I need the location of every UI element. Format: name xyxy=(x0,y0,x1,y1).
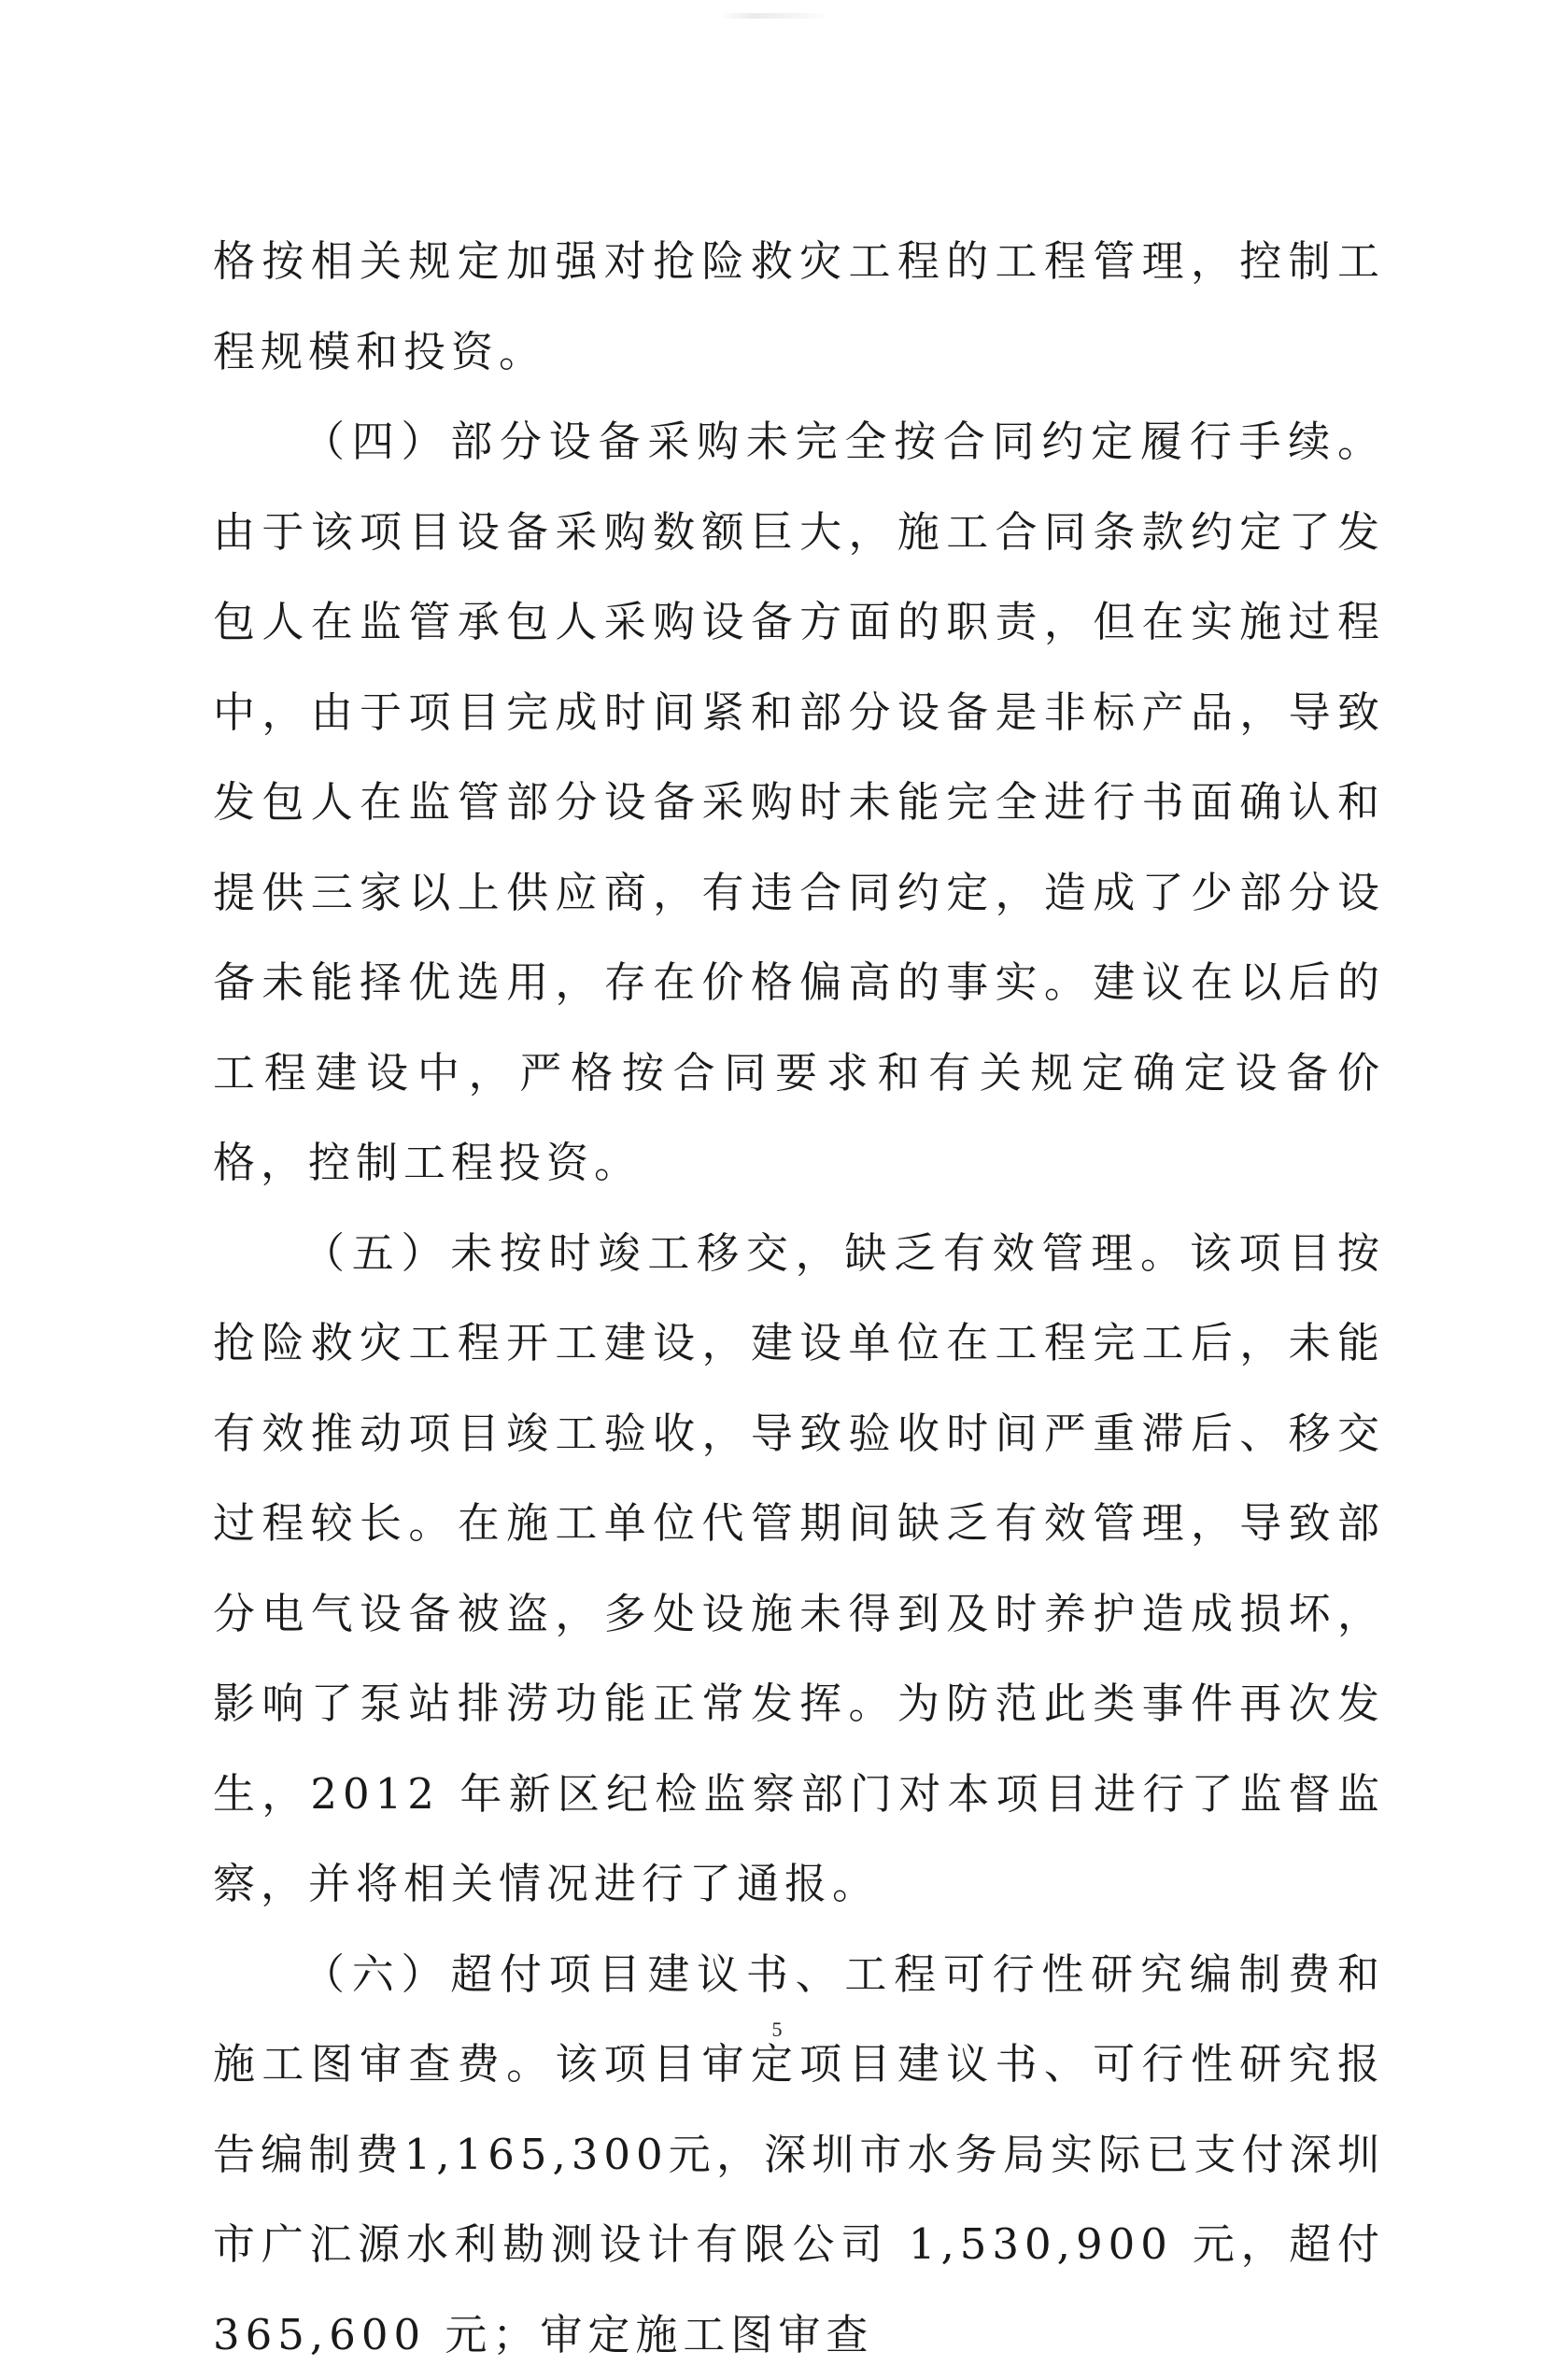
paragraph-late-handover: （五）未按时竣工移交，缺乏有效管理。该项目按抢险救灾工程开工建设，建设单位在工程完工后，未能有效推动项目竣工验收，导致验收时间严重滞后、移交过程较长。在施工单位代管期间缺乏有效管理，导致部分电气设备被盗，多处设施未得到及时养护造成损坏，影响了泵站排涝功能正常发挥。为防范此类事件再次发生，2012 年新区纪检监察部门对本项目进行了监督监察，并将相关情况进行了通报。 xyxy=(213,1209,1385,1930)
page-number: 5 xyxy=(0,2018,1554,2042)
paragraph-continuation: 格按相关规定加强对抢险救灾工程的工程管理，控制工程规模和投资。 xyxy=(213,217,1385,397)
scan-artifact xyxy=(719,13,831,19)
document-body xyxy=(213,217,1385,2380)
paragraph-equipment-procurement: （四）部分设备采购未完全按合同约定履行手续。由于该项目设备采购数额巨大，施工合同条款约定了发包人在监管承包人采购设备方面的职责，但在实施过程中，由于项目完成时间紧和部分设备是非标产品，导致发包人在监管部分设备采购时未能完全进行书面确认和提供三家以上供应商，有违合同约定，造成了少部分设备未能择优选用，存在价格偏高的事实。建议在以后的工程建设中，严格按合同要求和有关规定确定设备价格，控制工程投资。 xyxy=(213,397,1385,1209)
paragraph-overpayment: （六）超付项目建议书、工程可行性研究编制费和施工图审查费。该项目审定项目建议书、可行性研究报告编制费1,165,300元，深圳市水务局实际已支付深圳市广汇源水利勘测设计有限公司 1,530,900 元，超付 365,600 元；审定施工图审查 xyxy=(213,1930,1385,2380)
